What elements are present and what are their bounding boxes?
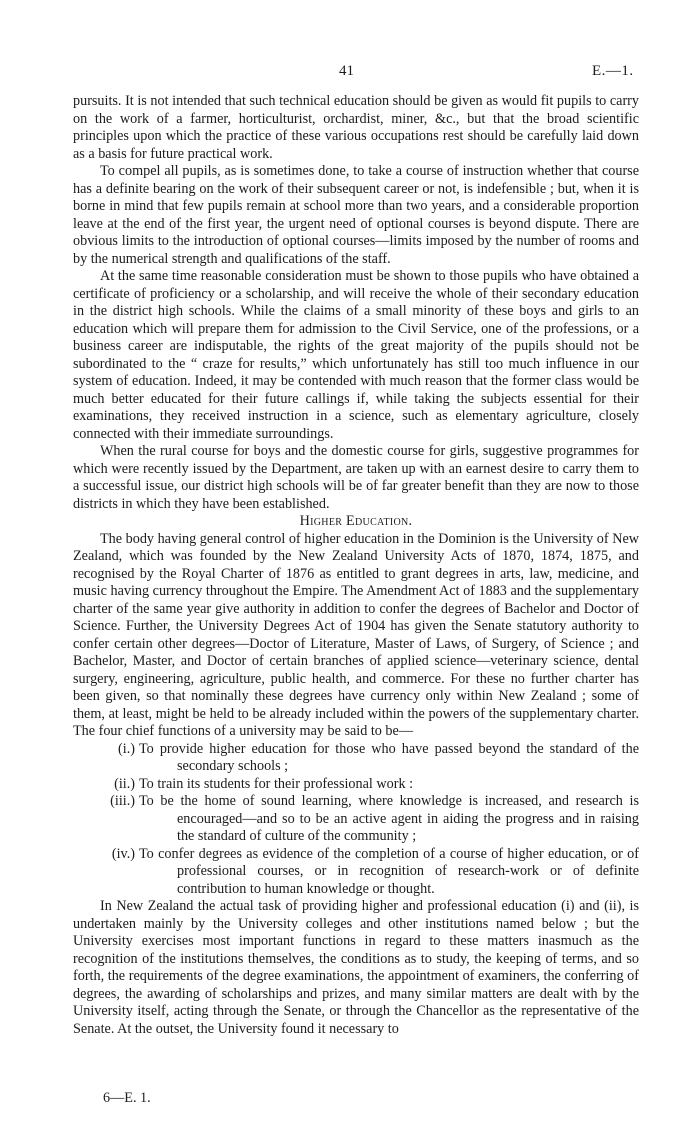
functions-list: [73, 741, 639, 899]
paragraph-3: At the same time reasonable consideration must be shown to those pupils who have obtained a certificate of proficiency or a scholarship, and will receive the whole of their secondary education in the district high schools. While the claims of a small minority of these boys and girls to an education which will prepare them for admission to the Civil Service, one of the professions, or a business career are indisputable, the rights of the great majority of the pupils should not be subordinated to the “ craze for results,” which unfortunately has still too much influence in our system of education. Indeed, it may be contended with much reason that the former class would be much better educated for their future callings if, while taking the subjects essential for their examinations, they received instruction in a science, such as elementary agriculture, closely connected with their immediate surroundings.: [73, 268, 639, 442]
list-item-text: To be the home of sound learning, where knowledge is increased, and research is encouraged—and so to be an active agent in aiding the progress and in raising the standard of culture of the community ;: [139, 793, 639, 844]
paragraph-4: When the rural course for boys and the domestic course for girls, suggestive programmes for which were recently issued by the Department, are taken up with an earnest desire to carry them to a successful issue, our district high schools will be of far greater benefit than they are now to those districts in which they have been established.: [73, 443, 639, 512]
paragraph-6: In New Zealand the actual task of providing higher and professional education (i) and (ii), is undertaken mainly by the University colleges and other institutions named below ; but the University exercises most important functions in regard to these matters inasmuch as the recognition of the institutions themselves, the conditions as to study, the keeping of terms, and so forth, the requirements of the degree examinations, the appointment of examiners, the conferring of degrees, the awarding of scholarships and prizes, and many similar matters are dealt with by the University itself, acting through the Senate, or through the Chancellor as the representative of the Senate. At the outset, the University found it necessary to: [73, 898, 639, 1037]
list-item: [73, 846, 639, 899]
list-item-text: To train its students for their professional work :: [139, 775, 414, 792]
list-item-number: (ii.): [114, 775, 135, 792]
paragraph-1: pursuits. It is not intended that such technical education should be given as would fit pupils to carry on the work of a farmer, horticulturist, orchardist, miner, &c., but that the broad scientific principles upon which the practice of these various occupations rest should be carefully laid down as a basis for future practical work.: [73, 93, 639, 162]
list-item-number: (iii.): [110, 793, 135, 809]
list-item-text: To confer degrees as evidence of the completion of a course of higher education, or of professional courses, or in recognition of research-work or of definite contribution to human knowledge or thought.: [139, 845, 639, 897]
section-heading: Higher Education.: [299, 513, 413, 529]
list-item-text: To provide higher education for those who have passed beyond the standard of the secondary schools ;: [139, 740, 639, 774]
list-item: [73, 776, 639, 794]
printer-signature: 6—E. 1.: [103, 1090, 151, 1106]
paragraph-5: The body having general control of higher education in the Dominion is the University of New Zealand, which was founded by the New Zealand University Acts of 1870, 1874, 1875, and recognised by the Royal Charter of 1876 as entitled to grant degrees in arts, law, medicine, and music having currency throughout the Empire. The Amendment Act of 1883 and the supplementary charter of the same year give authority in addition to confer the degrees of Bachelor and Doctor of Science. Further, the University Degrees Act of 1904 has given the Senate statutory authority to confer certain other degrees—Doctor of Literature, Master of Laws, of Surgery, of Science ; and Bachelor, Master, and Doctor of certain branches of applied science—veterinary science, dental surgery, engineering, agriculture, public health, and commerce. For these no further charter has been given, so that nominally these degrees have currency only within New Zealand ; some of them, at least, might be held to be already included within the powers of the supplementary charter. The four chief functions of a university may be said to be—: [73, 530, 639, 739]
body-text: [73, 93, 639, 1038]
list-item: [73, 793, 639, 846]
list-item: [73, 741, 639, 776]
paragraph-2: To compel all pupils, as is sometimes done, to take a course of instruction whether that course has a definite bearing on the work of their subsequent career or not, is indefensible ; but, when it is borne in mind that few pupils remain at school more than two years, and a considerable proportion leave at the end of the first year, the urgent need of optional courses is beyond dispute. There are obvious limits to the introduction of optional courses—limits imposed by the number of rooms and by the numerical strength and qualifications of the staff.: [73, 163, 639, 267]
list-item-number: (iv.): [111, 845, 135, 862]
document-code: E.—1.: [592, 63, 634, 79]
list-item-number: (i.): [118, 740, 135, 757]
page-number: 41: [339, 63, 354, 79]
